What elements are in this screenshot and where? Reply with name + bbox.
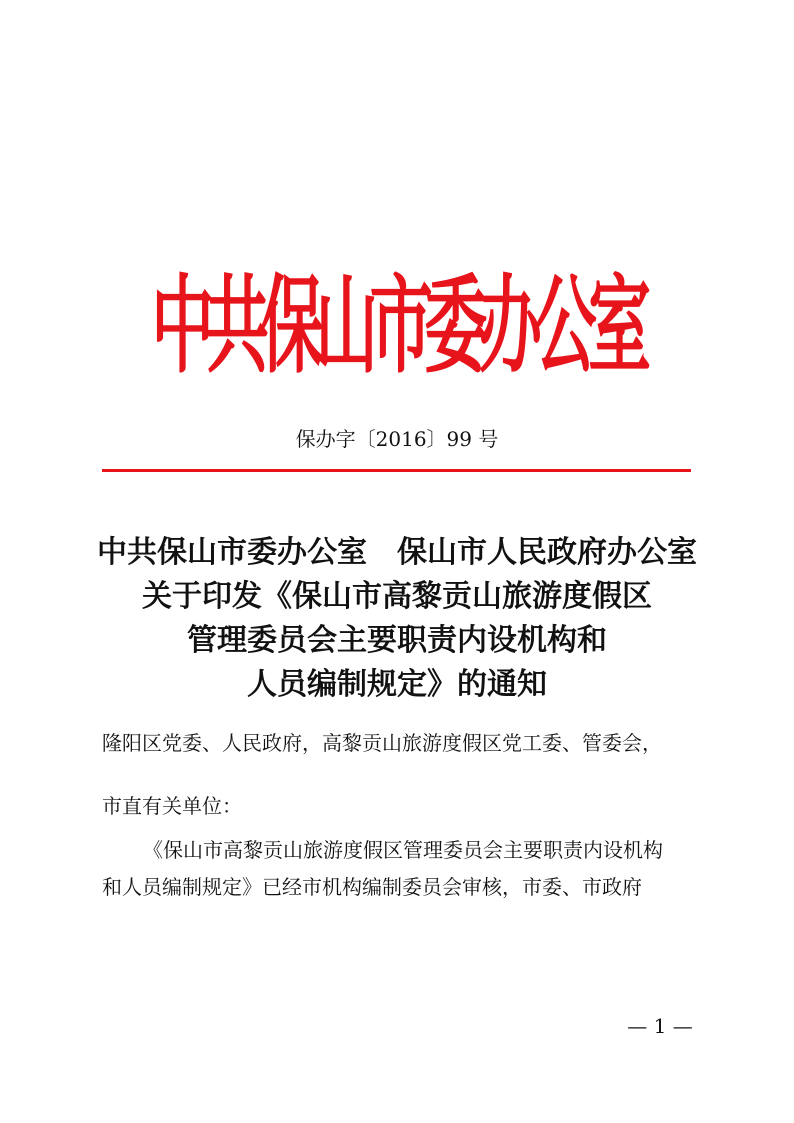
- red-divider-line: [102, 469, 691, 472]
- page-number: — 1 —: [627, 1014, 693, 1038]
- recipient-line-2: 市直有关单位：: [102, 794, 242, 818]
- title-line-1: 中共保山市委办公室 保山市人民政府办公室: [97, 535, 697, 570]
- issuer-heading: 中共保山市委办公室: [151, 264, 643, 389]
- title-line-3: 管理委员会主要职责内设机构和: [187, 623, 607, 658]
- body-paragraph-line-2: 和人员编制规定》已经市机构编制委员会审核，市委、市政府: [102, 875, 642, 899]
- body-paragraph-line-1: 《保山市高黎贡山旅游度假区管理委员会主要职责内设机构: [143, 838, 663, 862]
- recipient-line-1: 隆阳区党委、人民政府，高黎贡山旅游度假区党工委、管委会，: [102, 731, 662, 755]
- title-line-2: 关于印发《保山市高黎贡山旅游度假区: [142, 579, 652, 614]
- title-line-4: 人员编制规定》的通知: [247, 667, 547, 702]
- document-number: 保办字〔2016〕99 号: [295, 427, 499, 451]
- document-title: [60, 531, 734, 707]
